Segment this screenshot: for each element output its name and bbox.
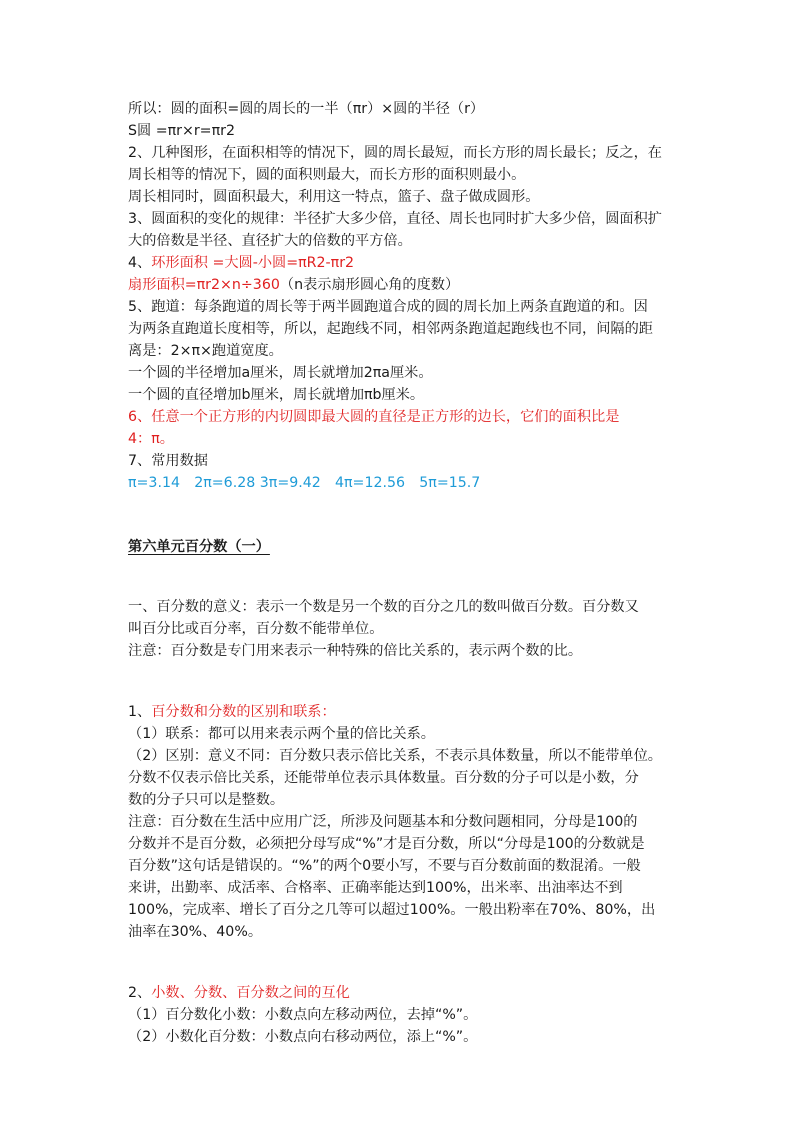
text-line: 分数并不是百分数，必须把分母写成“%”才是百分数，所以“分母是100的分数就是 [128,836,645,852]
text-line: 一个圆的半径增加a厘米，周长就增加2πa厘米。 [128,365,433,381]
section-heading: 第六单元百分数（一） [128,539,270,555]
text-line: 叫百分比或百分率，百分数不能带单位。 [128,621,384,637]
pi-values-line: π=3.14 2π=6.28 3π=9.42 4π=12.56 5π=15.7 [128,475,481,491]
text-line: 周长相同时，圆面积最大，利用这一特点，篮子、盘子做成圆形。 [128,189,540,205]
text-line: 分数不仅表示倍比关系，还能带单位表示具体数量。百分数的分子可以是小数，分 [128,770,639,786]
text-line: 来讲，出勤率、成活率、合格率、正确率能达到100%，出米率、出油率达不到 [128,880,623,896]
item-number: 2、 [128,985,152,1001]
text-line: 周长相等的情况下，圆的面积则最大，而长方形的面积则最小。 [128,167,526,183]
text-line: （2）区别：意义不同：百分数只表示倍比关系，不表示具体数量，所以不能带单位。 [128,748,662,764]
text-line: 所以：圆的面积=圆的周长的一半（πr）×圆的半径（r） [128,101,485,117]
sector-area-formula: 扇形面积=πr2×n÷360 [128,277,280,293]
text-line [128,982,688,1004]
text-line: 注意：百分数是专门用来表示一种特殊的倍比关系的，表示两个数的比。 [128,643,583,659]
text-line: 5、跑道：每条跑道的周长等于两半圆跑道合成的圆的周长加上两条直跑道的和。因 [128,299,648,315]
highlight-line: 6、任意一个正方形的内切圆即最大圆的直径是正方形的边长，它们的面积比是 [128,409,620,425]
highlight-line: 4：π。 [128,431,174,447]
text-line: 3、圆面积的变化的规律：半径扩大多少倍，直径、周长也同时扩大多少倍，圆面积扩 [128,211,662,227]
text-line: 离是：2×π×跑道宽度。 [128,343,283,359]
text-line: （1）联系：都可以用来表示两个量的倍比关系。 [128,726,435,742]
text-line: 百分数”这句话是错误的。“%”的两个0要小写，不要与百分数前面的数混淆。一般 [128,858,641,874]
text-line: （1）百分数化小数：小数点向左移动两位，去掉“%”。 [128,1007,478,1023]
text-line [128,701,688,723]
text-line: 注意：百分数在生活中应用广泛，所涉及问题基本和分数问题相同，分母是100的 [128,814,638,830]
text-line: 7、常用数据 [128,453,208,469]
ring-area-formula: 环形面积 =大圆-小圆=πR2-πr2 [151,255,355,271]
subheading: 小数、分数、百分数之间的互化 [151,985,350,1001]
item-number: 4、 [128,255,152,271]
sector-note: （n表示扇形圆心角的度数） [279,277,460,293]
text-line [128,274,688,296]
text-line: 油率在30%、40%。 [128,924,263,940]
text-line: （2）小数化百分数：小数点向右移动两位，添上“%”。 [128,1029,478,1045]
item-number: 1、 [128,704,152,720]
text-line: S圆 =πr×r=πr2 [128,123,235,139]
text-line: 2、几种图形，在面积相等的情况下，圆的周长最短，而长方形的周长最长；反之，在 [128,145,662,161]
text-line: 100%，完成率、增长了百分之几等可以超过100%。一般出粉率在70%、80%，出 [128,902,656,918]
text-line: 为两条直跑道长度相等，所以，起跑线不同，相邻两条跑道起跑线也不同，间隔的距 [128,321,653,337]
subheading: 百分数和分数的区别和联系： [151,704,336,720]
text-line: 大的倍数是半径、直径扩大的倍数的平方倍。 [128,233,412,249]
text-line [128,252,688,274]
text-line: 一个圆的直径增加b厘米，周长就增加πb厘米。 [128,387,425,403]
text-line: 数的分子只可以是整数。 [128,792,285,808]
text-line: 一、百分数的意义：表示一个数是另一个数的百分之几的数叫做百分数。百分数又 [128,599,639,615]
